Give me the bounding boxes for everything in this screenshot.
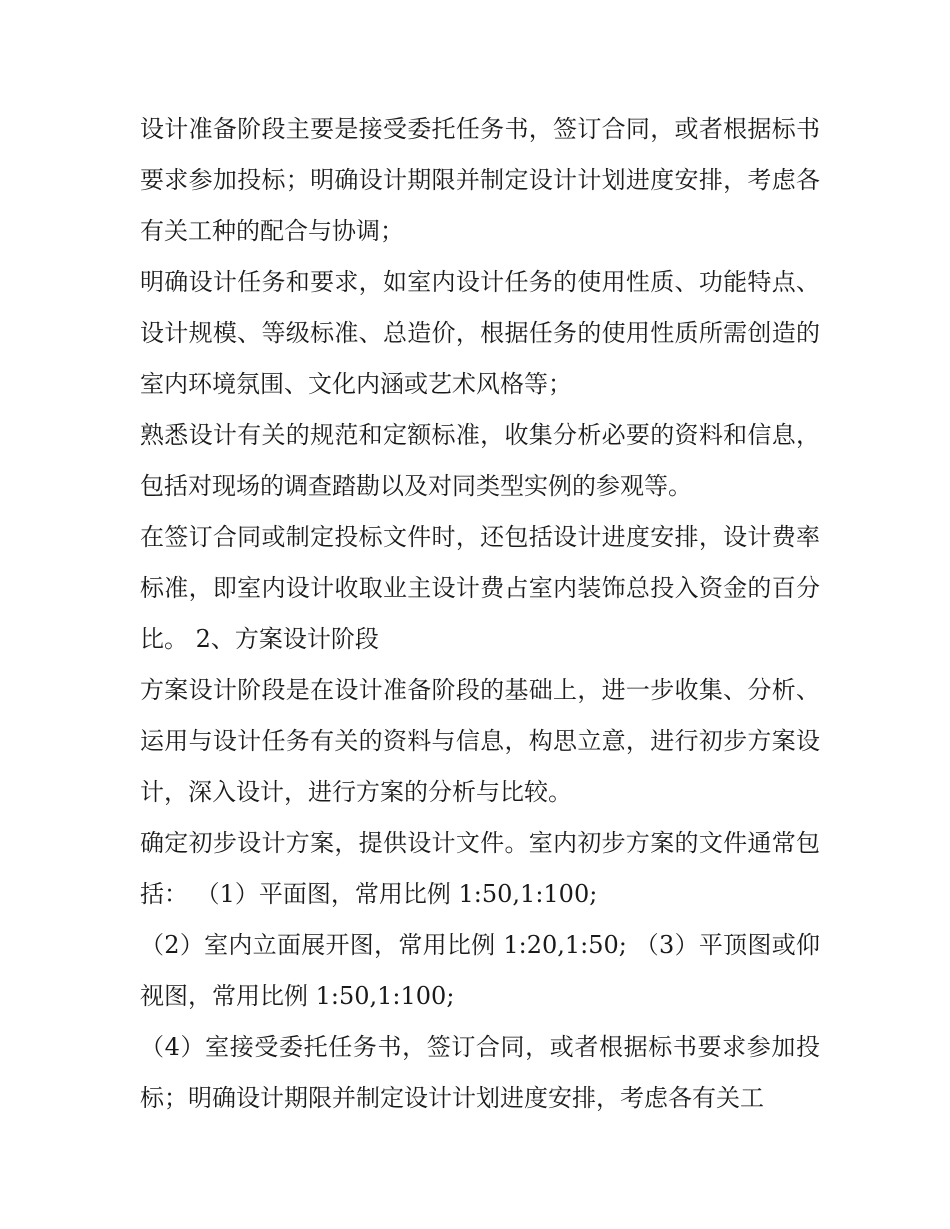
paragraph-elevation-ceiling: （2）室内立面展开图，常用比例 1:20,1:50; （3）平顶图或仰视图，常用比例 1:50,1:100; xyxy=(140,931,820,1010)
paragraph-preliminary-files: 确定初步设计方案，提供设计文件。室内初步方案的文件通常包括： （1）平面图，常用比例 1:50,1:100; xyxy=(140,829,820,908)
document-body xyxy=(140,104,820,1124)
paragraph-design-requirements: 明确设计任务和要求，如室内设计任务的使用性质、功能特点、设计规模、等级标准、总造价，根据任务的使用性质所需创造的室内环境氛围、文化内涵或艺术风格等； xyxy=(140,268,820,398)
paragraph-scheme-design: 方案设计阶段是在设计准备阶段的基础上，进一步收集、分析、运用与设计任务有关的资料与信息，构思立意，进行初步方案设计，深入设计，进行方案的分析与比较。 xyxy=(140,676,820,806)
paragraph-standards-research: 熟悉设计有关的规范和定额标准，收集分析必要的资料和信息，包括对现场的调查踏勘以及对同类型实例的参观等。 xyxy=(140,421,820,500)
paragraph-contract-fees: 在签订合同或制定投标文件时，还包括设计进度安排，设计费率标准，即室内设计收取业主设计费占室内装饰总投入资金的百分比。 2、方案设计阶段 xyxy=(140,523,820,653)
paragraph-item-four: （4）室接受委托任务书，签订合同，或者根据标书要求参加投标；明确设计期限并制定设计计划进度安排，考虑各有关工 xyxy=(140,1033,820,1112)
paragraph-design-preparation: 设计准备阶段主要是接受委托任务书，签订合同，或者根据标书要求参加投标；明确设计期限并制定设计计划进度安排，考虑各有关工种的配合与协调； xyxy=(140,115,820,245)
